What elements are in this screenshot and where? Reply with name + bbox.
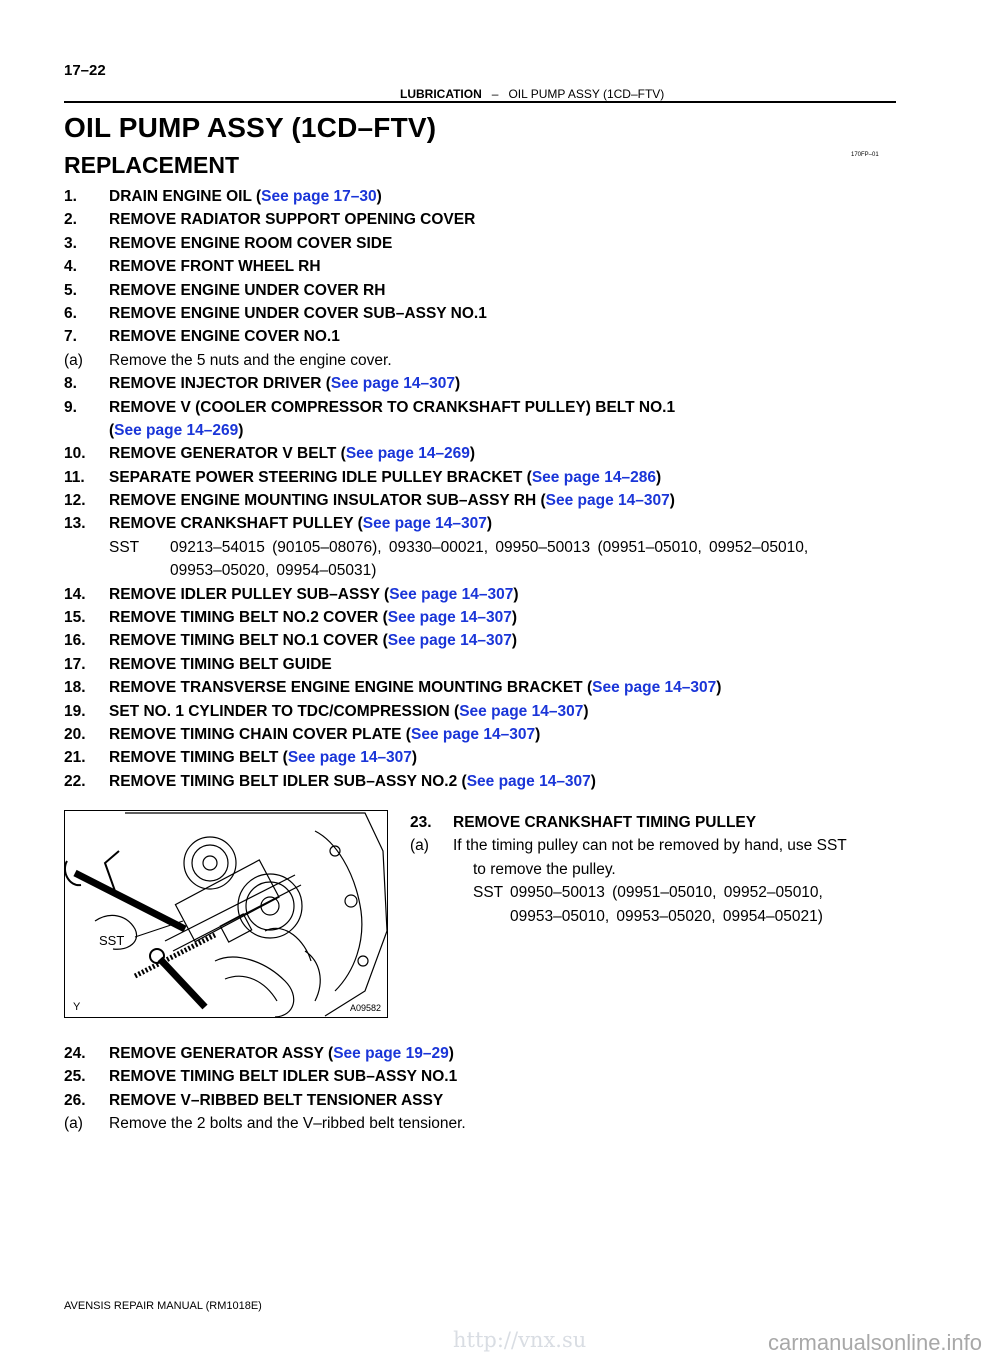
sst-line [410,905,900,928]
topic-name: OIL PUMP ASSY (1CD–FTV) [508,87,665,101]
sst-values: 09953–05010, 09953–05020, 09954–05021) [510,907,823,925]
step-number: 10. [64,445,86,463]
step-row [64,512,904,535]
step-row [64,1042,904,1065]
page-link[interactable]: See page 19–29 [333,1045,449,1062]
page-link[interactable]: See page 14–307 [287,749,412,767]
step-row [64,325,904,348]
step-row [64,629,904,652]
step-number: 17. [64,655,86,673]
step-text: REMOVE CRANKSHAFT TIMING PULLEY [453,814,757,831]
step-text: SEPARATE POWER STEERING IDLE PULLEY BRACKET ( [109,468,532,486]
step-text: REMOVE TIMING BELT IDLER SUB–ASSY NO.2 ( [109,772,467,790]
step-number: 13. [64,515,86,533]
page-link[interactable]: See page 14–269 [114,421,239,439]
substep-row [410,834,900,857]
step-text: REMOVE ENGINE COVER NO.1 [109,328,340,346]
step-row [64,466,904,489]
step-number: 8. [64,375,77,393]
step-number: 26. [64,1091,86,1109]
page-subtitle: REPLACEMENT [64,152,240,178]
step-number: 19. [64,702,86,720]
substep-label: (a) [410,837,429,855]
step-number: 4. [64,258,77,276]
step-text-end: ) [655,468,662,486]
substep-label: (a) [64,1115,83,1133]
steps-list-c [64,1042,904,1136]
step-row [64,396,904,419]
step-text: REMOVE TIMING CHAIN COVER PLATE ( [109,725,411,743]
substep-label: (a) [64,351,83,369]
step-row [64,676,904,699]
page-link[interactable]: See page 14–307 [362,515,487,533]
step-text: REMOVE TIMING BELT GUIDE [109,655,332,673]
step-text: REMOVE TIMING BELT NO.1 COVER ( [109,632,388,650]
step-text: REMOVE CRANKSHAFT PULLEY ( [109,515,363,533]
page-link[interactable]: See page 14–307 [387,609,512,627]
step-text: REMOVE FRONT WHEEL RH [109,258,321,276]
step-number: 7. [64,328,77,346]
step-row [64,1065,904,1088]
page-title: OIL PUMP ASSY (1CD–FTV) [64,112,437,143]
step-number: 18. [64,679,86,697]
step-text: REMOVE TIMING BELT ( [109,749,288,767]
step-number: 25. [64,1068,86,1086]
steps-list-a [64,185,904,793]
pulley-puller-illustration [65,811,389,1019]
step-row-continued [64,419,904,442]
step-row [64,232,904,255]
step-number: 16. [64,632,86,650]
page-link[interactable]: See page 14–307 [545,492,670,510]
step-text-end: ) [376,188,382,205]
watermark-site: carmanualsonline.info [768,1330,982,1355]
step-row [64,302,904,325]
step-text-end: ) [486,515,493,533]
step-number: 2. [64,211,77,229]
sst-line [410,881,900,904]
step-text-end: ) [448,1045,454,1062]
step-row [64,746,904,769]
step-row [410,811,900,834]
substep-row [64,349,904,372]
step-number: 1. [64,188,77,205]
step-text-end: ) [583,702,589,720]
step-text-end: ) [511,632,517,650]
step-row [64,770,904,793]
step-text: REMOVE ENGINE UNDER COVER RH [109,281,386,299]
step-text-end: ) [513,585,519,603]
step-number: 23. [410,814,432,831]
step-row [64,372,904,395]
step-text: REMOVE GENERATOR ASSY ( [109,1045,334,1062]
page-link[interactable]: See page 14–307 [592,679,717,697]
step-row [64,255,904,278]
step-text: REMOVE IDLER PULLEY SUB–ASSY ( [109,585,390,603]
page-link[interactable]: See page 14–307 [387,632,512,650]
footer-text: AVENSIS REPAIR MANUAL (RM1018E) [64,1300,262,1312]
step-row [64,442,904,465]
step-text: REMOVE ENGINE UNDER COVER SUB–ASSY NO.1 [109,304,487,322]
step-row [64,606,904,629]
page-link[interactable]: See page 14–269 [345,445,470,463]
step-number: 11. [64,468,85,486]
step-text-end: ) [455,375,461,393]
step-text-end: ) [590,772,596,790]
running-header [400,87,664,101]
sst-values: 09213–54015 (90105–08076), 09330–00021, 09950–50013 (09951–05010, 09952–05010, [170,538,809,556]
step-row [64,185,904,208]
page-link[interactable]: See page 14–307 [466,772,591,790]
step-text: REMOVE GENERATOR V BELT ( [109,445,346,463]
step-text-end: ) [669,492,675,510]
step-text: REMOVE RADIATOR SUPPORT OPENING COVER [109,211,476,229]
step-text: SET NO. 1 CYLINDER TO TDC/COMPRESSION ( [109,702,460,720]
sst-line [64,536,904,559]
sst-label: SST [473,884,504,902]
substep-text: Remove the 5 nuts and the engine cover. [109,351,392,369]
step-number: 9. [64,398,77,416]
figure-mark: Y [73,1001,81,1013]
page-link[interactable]: See page 14–307 [459,702,584,720]
step-23-block [410,811,900,928]
step-row [64,279,904,302]
watermark-link[interactable]: http://vnx.su [453,1328,587,1352]
substep-text: Remove the 2 bolts and the V–ribbed belt tensioner. [109,1115,466,1133]
section-name: LUBRICATION [400,87,482,101]
step-text: DRAIN ENGINE OIL ( [109,188,262,205]
substep-continuation: to remove the pulley. [473,860,616,878]
step-text-end: ) [535,725,541,743]
step-number: 6. [64,304,77,322]
step-row [64,723,904,746]
step-text: REMOVE V (COOLER COMPRESSOR TO CRANKSHAFT PULLEY) BELT NO.1 [109,398,676,416]
step-number: 5. [64,281,77,299]
step-text: REMOVE INJECTOR DRIVER ( [109,375,331,393]
step-text: REMOVE TIMING BELT NO.2 COVER ( [109,609,388,627]
step-text: ( [109,421,115,439]
step-number: 21. [64,749,86,767]
sst-values: 09953–05020, 09954–05031) [170,562,377,580]
step-number: 14. [64,585,86,603]
page-link[interactable]: See page 17–30 [261,188,377,205]
step-text: REMOVE TIMING BELT IDLER SUB–ASSY NO.1 [109,1068,458,1086]
page-link[interactable]: See page 14–307 [330,375,456,393]
step-number: 15. [64,609,86,627]
step-row [64,653,904,676]
figure-code: A09582 [349,1003,381,1013]
page-link[interactable]: See page 14–286 [531,468,656,486]
step-row [64,700,904,723]
document-id: 170FP–01 [851,152,879,158]
page-link[interactable]: See page 14–307 [410,725,536,743]
step-row [64,489,904,512]
step-row [64,1089,904,1112]
step-number: 3. [64,234,77,252]
step-text-end: ) [511,609,517,627]
substep-text: If the timing pulley can not be removed by hand, use SST [453,837,847,855]
step-number: 20. [64,725,86,743]
step-row [64,208,904,231]
page-number: 17–22 [64,62,106,79]
step-text-end: ) [469,445,476,463]
step-text: REMOVE ENGINE MOUNTING INSULATOR SUB–ASSY RH ( [109,492,546,510]
step-number: 12. [64,492,86,510]
substep-row [64,1112,904,1135]
step-text: REMOVE TRANSVERSE ENGINE ENGINE MOUNTING BRACKET ( [109,679,593,697]
step-number: 22. [64,772,86,790]
header-rule [64,101,896,103]
sst-line [64,559,904,582]
sst-callout: SST [99,933,125,948]
step-text-end: ) [716,679,722,697]
step-text: REMOVE ENGINE ROOM COVER SIDE [109,234,393,252]
sst-label: SST [109,538,140,556]
step-number: 24. [64,1045,86,1062]
step-text-end: ) [238,421,244,439]
step-row [64,583,904,606]
illustration-figure [64,810,388,1018]
sst-values: 09950–50013 (09951–05010, 09952–05010, [510,884,823,902]
header-separator: – [491,87,499,101]
page-link[interactable]: See page 14–307 [389,585,514,603]
step-text: REMOVE V–RIBBED BELT TENSIONER ASSY [109,1091,444,1109]
step-text-end: ) [411,749,418,767]
